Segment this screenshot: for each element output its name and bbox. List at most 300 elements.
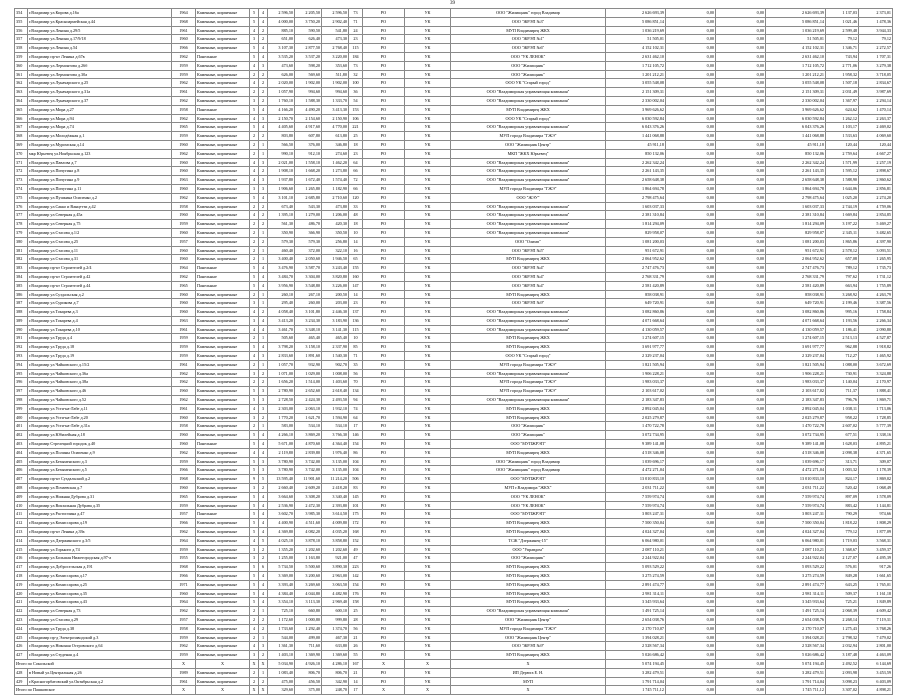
cell-year: 1959 <box>172 132 196 141</box>
cell-address: г.Владимир ул.Ленина д.29/5 <box>28 26 172 35</box>
cell-number: 416 <box>15 554 28 563</box>
cell-management-type: УК <box>405 44 451 53</box>
cell-address: г.Владимир ул.Муромская д.14 <box>28 140 172 149</box>
cell-budget-cost: 0,00 <box>716 308 766 317</box>
cell-living-area: 932,90 <box>295 360 322 369</box>
cell-owner-cost: 1 864 694,78 <box>766 184 826 193</box>
cell-living-area: 3 304,00 <box>295 272 322 281</box>
cell-total-cost: 3 072 734,95 <box>606 431 666 440</box>
cell-method: РО <box>363 70 405 79</box>
cell-residential-area: 2 969,40 <box>322 598 349 607</box>
cell-management-type: УК <box>405 615 451 624</box>
cell-floors: 2 <box>250 422 259 431</box>
table-row <box>15 360 893 369</box>
cell-entrances: 1 <box>259 668 268 677</box>
cell-address: г.Владимир ул.Северная д.75 <box>28 220 172 229</box>
cell-total-cost: 2 064 952,62 <box>606 255 666 264</box>
table-body <box>15 9 893 695</box>
cell-wall-material: Панельные <box>196 281 250 290</box>
cell-residents: 18 <box>349 140 363 149</box>
cell-total-cost: 7 559 974,74 <box>606 492 666 501</box>
cell-total-area: 673,40 <box>268 202 295 211</box>
cell-residential-area: 350,50 <box>322 228 349 237</box>
cell-limit-cost: 3 324,88 <box>859 369 893 378</box>
cell-number: 393 <box>15 352 28 361</box>
cell-year: 1959 <box>172 352 196 361</box>
cell-wall-material: Каменные, кирпичные <box>196 352 250 361</box>
cell-total-cost: 1 039 696,17 <box>606 457 666 466</box>
cell-total-area: 3 484,70 <box>268 272 295 281</box>
table-row <box>15 281 893 290</box>
cell-method: РО <box>363 114 405 123</box>
cell-management-type: УК <box>405 325 451 334</box>
cell-fund-cost: 0,00 <box>666 167 716 176</box>
cell-total-cost: 1 470 722,78 <box>606 422 666 431</box>
cell-address: г.Владимир ул.Труда д.38 <box>28 624 172 633</box>
cell-unit-cost: 1 818,22 <box>826 519 859 528</box>
cell-owner-cost: 2 381 310,84 <box>766 211 826 220</box>
cell-total-area: 13 595,40 <box>268 475 295 484</box>
cell-total-cost: 5 086 851,14 <box>606 17 666 26</box>
table-row <box>15 651 893 660</box>
cell-owner-cost: 850 132,06 <box>766 149 826 158</box>
cell-management-type: УК <box>405 466 451 475</box>
cell-entrances: 2 <box>259 167 268 176</box>
cell-residents: 158 <box>349 598 363 607</box>
cell-residential-area: 1 403,60 <box>322 378 349 387</box>
cell-living-area: 376,00 <box>295 140 322 149</box>
cell-management-type: УК <box>405 369 451 378</box>
cell-owner-cost: 3 282 479,51 <box>766 668 826 677</box>
cell-owner-cost: 829 958,07 <box>766 228 826 237</box>
cell-living-area: 579,30 <box>295 237 322 246</box>
cell-floors: 2 <box>250 237 259 246</box>
cell-wall-material: Каменные, кирпичные <box>196 475 250 484</box>
table-row <box>15 132 893 141</box>
cell-limit-cost: 3 987,69 <box>859 88 893 97</box>
cell-wall-material: Панельные <box>196 272 250 281</box>
cell-owner-cost: 3 345 933,64 <box>766 598 826 607</box>
cell-unit-cost: 897,09 <box>826 492 859 501</box>
cell-limit-cost: 1 470,14 <box>859 105 893 114</box>
cell-management-type: УК <box>405 475 451 484</box>
cell-wall-material: Каменные, кирпичные <box>196 651 250 660</box>
cell-entrances: 3 <box>259 352 268 361</box>
cell-entrances: 4 <box>259 325 268 334</box>
table-row <box>15 457 893 466</box>
cell-method: РО <box>363 501 405 510</box>
cell-entrances: X <box>259 659 268 668</box>
cell-limit-cost: 1 869,71 <box>859 396 893 405</box>
cell-number: 405 <box>15 457 28 466</box>
cell-residential-area: 2 768,40 <box>322 44 349 53</box>
cell-budget-cost: 0,00 <box>716 642 766 651</box>
cell-management-type: УК <box>405 88 451 97</box>
cell-total-area: 1 656,20 <box>268 378 295 387</box>
cell-year: 1960 <box>172 413 196 422</box>
cell-unit-cost: 657,08 <box>826 255 859 264</box>
cell-year: 1960 <box>172 484 196 493</box>
cell-owner-cost: 2 747 476,73 <box>766 264 826 273</box>
cell-fund-cost: 0,00 <box>666 510 716 519</box>
cell-management-type: УК <box>405 510 451 519</box>
cell-unit-cost: 824,17 <box>826 475 859 484</box>
cell-address: г.Владимир ул.Чайковского д.36а <box>28 369 172 378</box>
cell-management-type: УК <box>405 228 451 237</box>
cell-residents: 160 <box>349 272 363 281</box>
cell-total-area: 2 536,90 <box>268 501 295 510</box>
cell-residential-area: 467,30 <box>322 633 349 642</box>
cell-number: 395 <box>15 369 28 378</box>
cell-fund-cost: 0,00 <box>666 642 716 651</box>
cell-budget-cost: 0,00 <box>716 563 766 572</box>
cell-address: г.Владимир ул.Чайковского д.15/2 <box>28 360 172 369</box>
cell-method: РО <box>363 668 405 677</box>
cell-address: г.Владимир ул.Дзержинского д.3/5 <box>28 536 172 545</box>
cell-number: 394 <box>15 360 28 369</box>
cell-fund-cost: 0,00 <box>666 545 716 554</box>
cell-address: г.Владимир ул.Вокзальная Дубрава д.35 <box>28 501 172 510</box>
cell-budget-cost: 0,00 <box>716 272 766 281</box>
cell-floors: 5 <box>250 457 259 466</box>
cell-limit-cost: 7 479,02 <box>859 633 893 642</box>
cell-unit-cost: 1 367,97 <box>826 96 859 105</box>
cell-number: 363 <box>15 88 28 97</box>
cell-owner-cost: 2 528 567,34 <box>766 642 826 651</box>
cell-organization: ООО "ЖРЭП №4" <box>451 264 606 273</box>
cell-budget-cost: 0,00 <box>716 677 766 686</box>
cell-total-area: 475,00 <box>268 677 295 686</box>
cell-total-area: 583,00 <box>268 422 295 431</box>
cell-wall-material: Каменные, кирпичные <box>196 184 250 193</box>
table-row <box>15 140 893 149</box>
cell-entrances: 1 <box>259 360 268 369</box>
cell-organization: МУП города Владимира "ГЖЭ" <box>451 387 606 396</box>
cell-total-area: 651,00 <box>268 35 295 44</box>
cell-owner-cost: 649 720,91 <box>766 299 826 308</box>
cell-residential-area: 2 150,90 <box>322 114 349 123</box>
cell-organization: ООО "Жилищник Центр" <box>451 615 606 624</box>
cell-living-area: 375,00 <box>295 686 322 695</box>
cell-total-cost: 2 329 237,04 <box>606 352 666 361</box>
cell-living-area: 2 839,80 <box>295 448 322 457</box>
cell-residents: 28 <box>349 615 363 624</box>
cell-organization: МКП "ЖКХ Юрьевец" <box>451 149 606 158</box>
table-row <box>15 176 893 185</box>
cell-unit-cost: 2 513,13 <box>826 334 859 343</box>
cell-owner-cost: 7 559 974,74 <box>766 501 826 510</box>
cell-living-area: 1 369,90 <box>295 651 322 660</box>
cell-method: РО <box>363 572 405 581</box>
cell-total-cost: 6 030 592,84 <box>606 114 666 123</box>
cell-owner-cost: 1 906 228,21 <box>766 369 826 378</box>
cell-management-type: УК <box>405 308 451 317</box>
cell-management-type: УК <box>405 246 451 255</box>
cell-unit-cost: 1 865,86 <box>826 237 859 246</box>
table-row <box>15 369 893 378</box>
cell-wall-material: Каменные, кирпичные <box>196 448 250 457</box>
cell-year: 1960 <box>172 158 196 167</box>
cell-living-area: 1 514,00 <box>295 378 322 387</box>
cell-total-cost: 1 201 212,21 <box>606 70 666 79</box>
cell-owner-cost: 2 064 952,62 <box>766 255 826 264</box>
cell-address: г.Владимир ул.Пичугина д.11 <box>28 184 172 193</box>
cell-wall-material: Каменные, кирпичные <box>196 334 250 343</box>
cell-wall-material: Панельные <box>196 264 250 273</box>
cell-total-cost: 2 528 567,34 <box>606 642 666 651</box>
cell-number: 398 <box>15 396 28 405</box>
cell-total-cost: 2 658 648,38 <box>606 176 666 185</box>
cell-management-type: УК <box>405 501 451 510</box>
cell-method: РО <box>363 325 405 334</box>
cell-residents: 152 <box>349 536 363 545</box>
cell-entrances: 2 <box>259 220 268 229</box>
cell-management-type: УК <box>405 176 451 185</box>
cell-method: РО <box>363 492 405 501</box>
cell-residents: 145 <box>349 492 363 501</box>
cell-wall-material: Каменные, кирпичные <box>196 158 250 167</box>
cell-management-type: УК <box>405 343 451 352</box>
cell-management-type: УК <box>405 9 451 18</box>
cell-year: 1964 <box>172 9 196 18</box>
cell-residential-area: 1 462,20 <box>322 158 349 167</box>
cell-management-type: УК <box>405 519 451 528</box>
table-row <box>15 466 893 475</box>
cell-floors: 4 <box>250 624 259 633</box>
cell-living-area: 912,10 <box>295 149 322 158</box>
table-row <box>15 228 893 237</box>
cell-fund-cost: 0,00 <box>666 659 716 668</box>
cell-address: г.Владимир ул.Добросельская д.191 <box>28 563 172 572</box>
cell-owner-cost: 3 072 734,95 <box>766 431 826 440</box>
cell-limit-cost: 2 090,80 <box>859 325 893 334</box>
cell-wall-material: Каменные, кирпичные <box>196 677 250 686</box>
cell-organization: ООО "Управдом" <box>451 545 606 554</box>
cell-total-area: 473,60 <box>268 61 295 70</box>
cell-owner-cost: 1 441 068,88 <box>766 132 826 141</box>
cell-residential-area: 346,80 <box>322 140 349 149</box>
cell-entrances: 1 <box>259 334 268 343</box>
cell-address: г.Красногорбатовский ул.Октябрьская д.2 <box>28 677 172 686</box>
cell-number: 403 <box>15 440 28 449</box>
cell-number: 418 <box>15 572 28 581</box>
cell-entrances: 5 <box>259 475 268 484</box>
cell-method: РО <box>363 202 405 211</box>
cell-wall-material: Каменные, кирпичные <box>196 642 250 651</box>
cell-year: 1962 <box>172 528 196 537</box>
cell-fund-cost: 0,00 <box>666 211 716 220</box>
cell-organization: ООО "Владимирская управляющая компания" <box>451 88 606 97</box>
cell-management-type: УК <box>405 536 451 545</box>
cell-budget-cost: 0,00 <box>716 176 766 185</box>
cell-entrances: 2 <box>259 554 268 563</box>
cell-floors: 4 <box>250 536 259 545</box>
cell-total-cost: 4 518 346,08 <box>606 448 666 457</box>
cell-organization: МУП Владимирец ЖКХ <box>451 598 606 607</box>
cell-residents: 168 <box>349 528 363 537</box>
cell-residential-area: 2 710,60 <box>322 193 349 202</box>
cell-residents: 101 <box>349 501 363 510</box>
cell-residents: 115 <box>349 325 363 334</box>
cell-management-type: УК <box>405 334 451 343</box>
cell-year: 1958 <box>172 422 196 431</box>
cell-organization: ООО "УК ЛЕНОК" <box>451 52 606 61</box>
cell-residents: 155 <box>349 264 363 273</box>
cell-limit-cost: 2 373,01 <box>859 9 893 18</box>
cell-limit-cost: 5 469,27 <box>859 220 893 229</box>
cell-entrances: 2 <box>259 677 268 686</box>
cell-organization: ООО "Владимирская управляющая компания" <box>451 123 606 132</box>
cell-residential-area: 1 902,00 <box>322 79 349 88</box>
cell-year: 1961 <box>172 88 196 97</box>
cell-owner-cost: 2 631 462,10 <box>766 52 826 61</box>
cell-total-cost: 45 911,18 <box>606 140 666 149</box>
cell-limit-cost: 4 527,87 <box>859 334 893 343</box>
cell-organization: ООО "Владимирская управляющая компания" <box>451 167 606 176</box>
cell-number: 409 <box>15 492 28 501</box>
cell-unit-cost: 624,62 <box>826 105 859 114</box>
cell-total-cost: 1 394 028,21 <box>606 633 666 642</box>
cell-number: 422 <box>15 607 28 616</box>
cell-entrances: 1 <box>259 299 268 308</box>
cell-total-area: 4 025,10 <box>268 536 295 545</box>
cell-year: 1965 <box>172 492 196 501</box>
cell-total-cost: 3 082 860,86 <box>606 308 666 317</box>
cell-residential-area: 2 902,40 <box>322 17 349 26</box>
cell-budget-cost: 0,00 <box>716 554 766 563</box>
cell-address: г.Владимир пр-кт Ленина д.67в <box>28 52 172 61</box>
cell-floors: 4 <box>250 176 259 185</box>
cell-organization: ООО "Жилищник" <box>451 70 606 79</box>
table-row <box>15 607 893 616</box>
cell-limit-cost: 1 161,18 <box>859 589 893 598</box>
cell-limit-cost: 3 718,05 <box>859 70 893 79</box>
cell-budget-cost: 0,00 <box>716 572 766 581</box>
cell-number: 365 <box>15 105 28 114</box>
cell-limit-cost: 3 568,31 <box>859 536 893 545</box>
cell-owner-cost: 7 559 974,74 <box>766 492 826 501</box>
cell-management-type: УК <box>405 598 451 607</box>
cell-address: г.Владимир ул.Мира д.27 <box>28 105 172 114</box>
cell-unit-cost: 1 533,63 <box>826 132 859 141</box>
cell-management-type: УК <box>405 123 451 132</box>
cell-management-type: УК <box>405 422 451 431</box>
cell-floors: 4 <box>250 79 259 88</box>
cell-number: 381 <box>15 246 28 255</box>
cell-floors: 2 <box>250 360 259 369</box>
cell-residential-area: 203,00 <box>322 299 349 308</box>
cell-residents: 172 <box>349 519 363 528</box>
cell-organization: ООО "Владимирская управляющая компания" <box>451 228 606 237</box>
cell-residential-area: 3 135,00 <box>322 457 349 466</box>
cell-residents: 49 <box>349 545 363 554</box>
cell-management-type: УК <box>405 316 451 325</box>
cell-budget-cost: 0,00 <box>716 659 766 668</box>
cell-budget-cost: 0,00 <box>716 211 766 220</box>
cell-fund-cost: 0,00 <box>666 308 716 317</box>
cell-number: 402 <box>15 431 28 440</box>
cell-method: РО <box>363 536 405 545</box>
cell-year: 1959 <box>172 70 196 79</box>
cell-method: РО <box>363 184 405 193</box>
cell-organization: ООО "Жилищник Центр" <box>451 633 606 642</box>
cell-entrances: 3 <box>259 184 268 193</box>
cell-living-area: 3 269,60 <box>295 580 322 589</box>
cell-wall-material: Панельные <box>196 510 250 519</box>
cell-year: 1989 <box>172 668 196 677</box>
cell-number: 372 <box>15 167 28 176</box>
cell-limit-cost: 2 860,62 <box>859 176 893 185</box>
cell-management-type: УК <box>405 158 451 167</box>
cell-total-area: 1 733,60 <box>268 624 295 633</box>
cell-fund-cost: 0,00 <box>666 334 716 343</box>
cell-fund-cost: 0,00 <box>666 272 716 281</box>
cell-fund-cost: 0,00 <box>666 413 716 422</box>
cell-total-area: 3 107,30 <box>268 44 295 53</box>
cell-year: 1960 <box>172 255 196 264</box>
cell-living-area: 543,30 <box>295 202 322 211</box>
cell-wall-material: Каменные, кирпичные <box>196 132 250 141</box>
cell-organization: ООО "Жилищник" <box>451 554 606 563</box>
cell-limit-cost: 1 735,73 <box>859 264 893 273</box>
cell-unit-cost: 677,51 <box>826 431 859 440</box>
cell-wall-material: Панельные <box>196 52 250 61</box>
cell-limit-cost: 1 728,85 <box>859 413 893 422</box>
table-row <box>15 501 893 510</box>
cell-year: 1960 <box>172 308 196 317</box>
cell-floors: 5 <box>250 123 259 132</box>
cell-method: РО <box>363 255 405 264</box>
cell-year: 1957 <box>172 237 196 246</box>
cell-entrances: 3 <box>259 387 268 396</box>
cell-budget-cost: 0,00 <box>716 615 766 624</box>
cell-fund-cost: 0,00 <box>666 360 716 369</box>
cell-fund-cost: 0,00 <box>666 70 716 79</box>
cell-total-area: 4 400,90 <box>268 519 295 528</box>
cell-wall-material: Каменные, кирпичные <box>196 35 250 44</box>
cell-limit-cost: 1 713,06 <box>859 404 893 413</box>
table-row <box>15 615 893 624</box>
cell-limit-cost: 4 759,06 <box>859 202 893 211</box>
cell-limit-cost: 2 272,57 <box>859 44 893 53</box>
cell-living-area: 660,80 <box>295 607 322 616</box>
cell-floors: X <box>250 659 259 668</box>
cell-number: 396 <box>15 378 28 387</box>
cell-address: г.Владимир Стрелецкий городок д.40 <box>28 440 172 449</box>
cell-limit-cost: 4 898,21 <box>859 686 893 695</box>
cell-floors: 2 <box>250 228 259 237</box>
cell-unit-cost: 2 607,02 <box>826 422 859 431</box>
cell-number: 391 <box>15 334 28 343</box>
cell-number: 399 <box>15 404 28 413</box>
cell-method: РО <box>363 563 405 572</box>
cell-residential-area: 1 574,40 <box>322 176 349 185</box>
cell-limit-cost: 6 403,09 <box>859 677 893 686</box>
cell-entrances: 4 <box>259 519 268 528</box>
cell-budget-cost: 0,00 <box>716 17 766 26</box>
cell-organization: ООО "Жилищник" город Владимир <box>451 457 606 466</box>
cell-floors: 4 <box>250 448 259 457</box>
cell-management-type: УК <box>405 114 451 123</box>
cell-owner-cost: 858 038,91 <box>766 290 826 299</box>
cell-entrances: 2 <box>259 96 268 105</box>
cell-residential-area: 3 141,30 <box>322 325 349 334</box>
cell-unit-cost: 576,01 <box>826 563 859 572</box>
cell-method: РО <box>363 343 405 352</box>
cell-floors: 5 <box>250 431 259 440</box>
cell-budget-cost: 0,00 <box>716 26 766 35</box>
cell-management-type: УК <box>405 26 451 35</box>
